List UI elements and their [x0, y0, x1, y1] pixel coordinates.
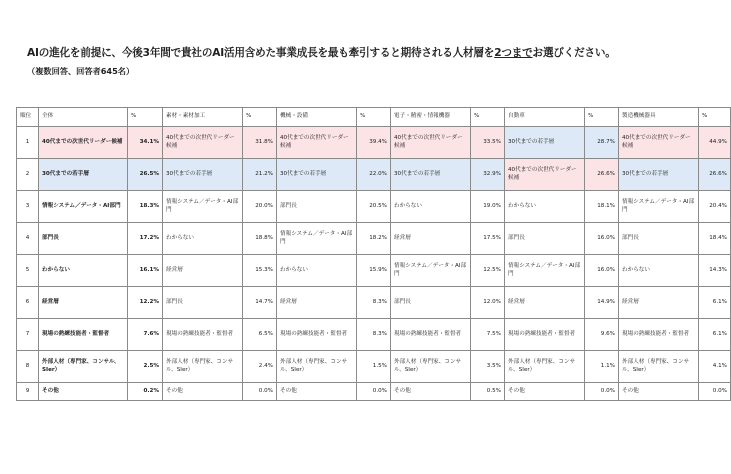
machinery-pct-cell: 0.0%: [357, 383, 391, 401]
materials-pct-cell: 18.8%: [243, 223, 277, 255]
automotive-pct-cell: 14.9%: [585, 287, 619, 319]
machinery-cell: わからない: [277, 255, 357, 287]
total-label-cell: 経営層: [39, 287, 128, 319]
results-table: [16, 107, 731, 401]
total-label-cell: 部門長: [39, 223, 128, 255]
total-pct-cell: 26.5%: [128, 159, 163, 191]
manufacturing-equipment-cell: 30代までの若手層: [619, 159, 699, 191]
materials-cell: 部門長: [163, 287, 243, 319]
total-label-cell: 外部人材（専門家、コンサル、SIer）: [39, 351, 128, 383]
automotive-pct-cell: 16.0%: [585, 223, 619, 255]
manufacturing-equipment-pct-cell: 0.0%: [699, 383, 731, 401]
manufacturing-equipment-pct-cell: 4.1%: [699, 351, 731, 383]
manufacturing-equipment-cell: 現場の熟練技能者・監督者: [619, 319, 699, 351]
automotive-pct-cell: 18.1%: [585, 191, 619, 223]
manufacturing-equipment-pct-cell: 26.6%: [699, 159, 731, 191]
header-total-pct: %: [128, 108, 163, 127]
total-label-cell: 40代までの次世代リーダー候補: [39, 127, 128, 159]
electronics-pct-cell: 19.0%: [471, 191, 505, 223]
header-automotive: 自動車: [505, 108, 585, 127]
manufacturing-equipment-pct-cell: 6.1%: [699, 287, 731, 319]
table-row: [17, 383, 731, 401]
rank-cell: 9: [17, 383, 39, 401]
electronics-cell: 外部人材（専門家、コンサル、SIer）: [391, 351, 471, 383]
automotive-cell: 情報システム／データ・AI部門: [505, 255, 585, 287]
machinery-cell: 経営層: [277, 287, 357, 319]
automotive-cell: 部門長: [505, 223, 585, 255]
materials-pct-cell: 0.0%: [243, 383, 277, 401]
electronics-cell: 現場の熟練技能者・監督者: [391, 319, 471, 351]
automotive-pct-cell: 0.0%: [585, 383, 619, 401]
total-label-cell: わからない: [39, 255, 128, 287]
automotive-cell: その他: [505, 383, 585, 401]
materials-cell: 情報システム／データ・AI部門: [163, 191, 243, 223]
machinery-pct-cell: 18.2%: [357, 223, 391, 255]
manufacturing-equipment-pct-cell: 6.1%: [699, 319, 731, 351]
materials-cell: 外部人材（専門家、コンサル、SIer）: [163, 351, 243, 383]
header-manufacturing-equipment: 製造機械器具: [619, 108, 699, 127]
machinery-pct-cell: 39.4%: [357, 127, 391, 159]
table-row: [17, 191, 731, 223]
manufacturing-equipment-pct-cell: 20.4%: [699, 191, 731, 223]
machinery-cell: 30代までの若手層: [277, 159, 357, 191]
materials-pct-cell: 6.5%: [243, 319, 277, 351]
total-pct-cell: 18.3%: [128, 191, 163, 223]
header-electronics-pct: %: [471, 108, 505, 127]
header-machinery-pct: %: [357, 108, 391, 127]
survey-question-title: [27, 45, 697, 60]
materials-cell: 30代までの若手層: [163, 159, 243, 191]
table-row: [17, 351, 731, 383]
automotive-cell: 30代までの若手層: [505, 127, 585, 159]
automotive-pct-cell: 1.1%: [585, 351, 619, 383]
rank-cell: 5: [17, 255, 39, 287]
manufacturing-equipment-pct-cell: 44.9%: [699, 127, 731, 159]
electronics-pct-cell: 17.5%: [471, 223, 505, 255]
table-header-row: [17, 108, 731, 127]
manufacturing-equipment-cell: 40代までの次世代リーダー候補: [619, 127, 699, 159]
electronics-cell: その他: [391, 383, 471, 401]
machinery-cell: 外部人材（専門家、コンサル、SIer）: [277, 351, 357, 383]
manufacturing-equipment-cell: わからない: [619, 255, 699, 287]
manufacturing-equipment-pct-cell: 14.3%: [699, 255, 731, 287]
automotive-cell: 現場の熟練技能者・監督者: [505, 319, 585, 351]
electronics-pct-cell: 12.5%: [471, 255, 505, 287]
automotive-cell: 経営層: [505, 287, 585, 319]
header-manufacturing-equipment-pct: %: [699, 108, 731, 127]
automotive-cell: わからない: [505, 191, 585, 223]
table-row: [17, 255, 731, 287]
automotive-pct-cell: 16.0%: [585, 255, 619, 287]
machinery-pct-cell: 1.5%: [357, 351, 391, 383]
rank-cell: 3: [17, 191, 39, 223]
table-row: [17, 159, 731, 191]
electronics-pct-cell: 33.5%: [471, 127, 505, 159]
electronics-pct-cell: 3.5%: [471, 351, 505, 383]
title-text-part-2: お選びください。: [532, 47, 616, 59]
automotive-pct-cell: 28.7%: [585, 127, 619, 159]
machinery-cell: 現場の熟練技能者・監督者: [277, 319, 357, 351]
materials-cell: 経営層: [163, 255, 243, 287]
materials-pct-cell: 31.8%: [243, 127, 277, 159]
header-materials-pct: %: [243, 108, 277, 127]
total-label-cell: その他: [39, 383, 128, 401]
machinery-cell: 部門長: [277, 191, 357, 223]
table-row: [17, 127, 731, 159]
materials-cell: 40代までの次世代リーダー候補: [163, 127, 243, 159]
total-pct-cell: 2.5%: [128, 351, 163, 383]
header-automotive-pct: %: [585, 108, 619, 127]
header-electronics: 電子・精密・情報機器: [391, 108, 471, 127]
manufacturing-equipment-cell: 情報システム／データ・AI部門: [619, 191, 699, 223]
machinery-cell: その他: [277, 383, 357, 401]
total-pct-cell: 0.2%: [128, 383, 163, 401]
manufacturing-equipment-cell: 外部人材（専門家、コンサル、SIer）: [619, 351, 699, 383]
machinery-cell: 40代までの次世代リーダー候補: [277, 127, 357, 159]
total-pct-cell: 7.6%: [128, 319, 163, 351]
electronics-cell: 経営層: [391, 223, 471, 255]
materials-pct-cell: 15.3%: [243, 255, 277, 287]
automotive-pct-cell: 26.6%: [585, 159, 619, 191]
table-row: [17, 223, 731, 255]
machinery-pct-cell: 22.0%: [357, 159, 391, 191]
automotive-cell: 40代までの次世代リーダー候補: [505, 159, 585, 191]
electronics-pct-cell: 12.0%: [471, 287, 505, 319]
rank-cell: 8: [17, 351, 39, 383]
rank-cell: 7: [17, 319, 39, 351]
manufacturing-equipment-pct-cell: 18.4%: [699, 223, 731, 255]
electronics-cell: 40代までの次世代リーダー候補: [391, 127, 471, 159]
electronics-pct-cell: 0.5%: [471, 383, 505, 401]
automotive-pct-cell: 9.6%: [585, 319, 619, 351]
materials-pct-cell: 20.0%: [243, 191, 277, 223]
header-rank: 順位: [17, 108, 39, 127]
total-pct-cell: 17.2%: [128, 223, 163, 255]
manufacturing-equipment-cell: その他: [619, 383, 699, 401]
total-pct-cell: 34.1%: [128, 127, 163, 159]
electronics-cell: 30代までの若手層: [391, 159, 471, 191]
electronics-cell: わからない: [391, 191, 471, 223]
table-row: [17, 319, 731, 351]
materials-cell: わからない: [163, 223, 243, 255]
automotive-cell: 外部人材（専門家、コンサル、SIer）: [505, 351, 585, 383]
machinery-pct-cell: 20.5%: [357, 191, 391, 223]
machinery-cell: 情報システム／データ・AI部門: [277, 223, 357, 255]
manufacturing-equipment-cell: 経営層: [619, 287, 699, 319]
materials-cell: その他: [163, 383, 243, 401]
total-pct-cell: 16.1%: [128, 255, 163, 287]
machinery-pct-cell: 8.3%: [357, 319, 391, 351]
total-pct-cell: 12.2%: [128, 287, 163, 319]
rank-cell: 1: [17, 127, 39, 159]
materials-pct-cell: 2.4%: [243, 351, 277, 383]
materials-pct-cell: 21.2%: [243, 159, 277, 191]
electronics-cell: 情報システム／データ・AI部門: [391, 255, 471, 287]
machinery-pct-cell: 8.3%: [357, 287, 391, 319]
table-row: [17, 287, 731, 319]
respondent-note: （複数回答、回答者645名）: [27, 66, 135, 76]
total-label-cell: 現場の熟練技能者・監督者: [39, 319, 128, 351]
electronics-cell: 部門長: [391, 287, 471, 319]
rank-cell: 2: [17, 159, 39, 191]
title-text-underlined: 2つまで: [494, 47, 533, 59]
materials-pct-cell: 14.7%: [243, 287, 277, 319]
title-text-part-1: AIの進化を前提に、今後3年間で貴社のAI活用含めた事業成長を最も牽引すると期待される人材層を: [27, 47, 495, 59]
rank-cell: 6: [17, 287, 39, 319]
total-label-cell: 情報システム／データ・AI部門: [39, 191, 128, 223]
electronics-pct-cell: 32.9%: [471, 159, 505, 191]
rank-cell: 4: [17, 223, 39, 255]
materials-cell: 現場の熟練技能者・監督者: [163, 319, 243, 351]
header-total: 全体: [39, 108, 128, 127]
header-materials: 素材・素材加工: [163, 108, 243, 127]
header-machinery: 機械・設備: [277, 108, 357, 127]
electronics-pct-cell: 7.5%: [471, 319, 505, 351]
manufacturing-equipment-cell: 部門長: [619, 223, 699, 255]
total-label-cell: 30代までの若手層: [39, 159, 128, 191]
machinery-pct-cell: 15.9%: [357, 255, 391, 287]
